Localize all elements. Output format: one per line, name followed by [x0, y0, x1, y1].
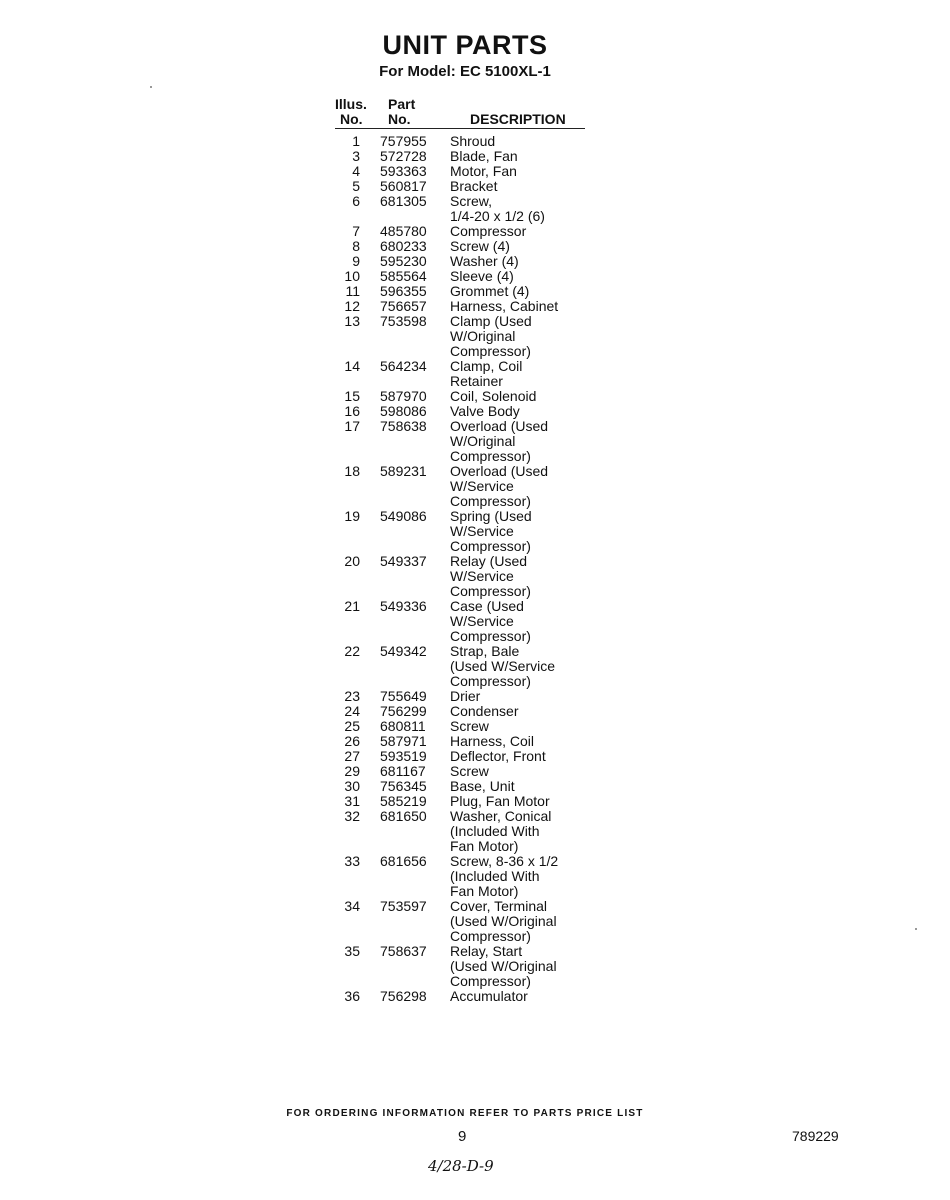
illus-number: 19: [344, 508, 360, 524]
illus-number: 33: [344, 853, 360, 869]
illus-number: 17: [344, 418, 360, 434]
part-number: 681305: [380, 193, 427, 209]
illus-number: 4: [352, 163, 360, 179]
part-description: [450, 554, 531, 599]
page-title: UNIT PARTS: [382, 30, 548, 60]
table-row: [330, 644, 630, 689]
illus-number: 30: [344, 778, 360, 794]
part-description: [450, 689, 480, 704]
illus-header-line1: Illus.: [335, 96, 367, 112]
description-line: Washer, Conical: [450, 808, 552, 824]
table-row: [330, 899, 630, 944]
part-number: 753598: [380, 313, 427, 329]
description-line: Retainer: [450, 373, 503, 389]
table-row: [330, 464, 630, 509]
description-line: Harness, Coil: [450, 733, 535, 749]
description-line: Deflector, Front: [450, 748, 546, 764]
description-line: Spring (Used: [450, 508, 532, 524]
description-line: Grommet (4): [450, 283, 530, 299]
description-line: Coil, Solenoid: [450, 388, 537, 404]
part-description: [450, 989, 528, 1004]
description-line: (Used W/Original: [450, 958, 557, 974]
description-line: Harness, Cabinet: [450, 298, 559, 314]
table-row: [330, 314, 630, 359]
description-line: Fan Motor): [450, 838, 519, 854]
description-line: W/Service: [450, 568, 514, 584]
part-header-line1: Part: [388, 96, 416, 112]
table-row: [330, 809, 630, 854]
table-row: [330, 164, 630, 179]
part-description: [450, 194, 545, 224]
description-line: Strap, Bale: [450, 643, 520, 659]
description-line: W/Service: [450, 613, 514, 629]
part-description: [450, 269, 514, 284]
description-line: Screw, 8-36 x 1/2: [450, 853, 559, 869]
table-row: [330, 299, 630, 314]
part-number: 755649: [380, 688, 427, 704]
illus-number: 26: [344, 733, 360, 749]
part-number: 485780: [380, 223, 427, 239]
description-line: W/Original: [450, 328, 516, 344]
description-line: Cover, Terminal: [450, 898, 548, 914]
description-line: Motor, Fan: [450, 163, 517, 179]
part-description: [450, 644, 555, 689]
description-line: Compressor): [450, 538, 531, 554]
illus-number: 10: [344, 268, 360, 284]
table-row: [330, 404, 630, 419]
part-number: 681656: [380, 853, 427, 869]
illus-number: 5: [352, 178, 360, 194]
table-row: [330, 989, 630, 1004]
part-header-line2: No.: [388, 111, 411, 127]
table-row: [330, 419, 630, 464]
model-subtitle: For Model: EC 5100XL-1: [379, 63, 551, 80]
table-row: [330, 149, 630, 164]
illus-number: 34: [344, 898, 360, 914]
part-header: [388, 97, 415, 127]
description-line: Overload (Used: [450, 463, 549, 479]
description-line: Sleeve (4): [450, 268, 514, 284]
table-row: [330, 179, 630, 194]
part-description: [450, 389, 536, 404]
part-number: 587970: [380, 388, 427, 404]
description-line: Screw: [450, 718, 489, 734]
description-line: 1/4-20 x 1/2 (6): [450, 208, 545, 224]
part-description: [450, 149, 518, 164]
part-number: 756299: [380, 703, 427, 719]
illus-number: 24: [344, 703, 360, 719]
illus-number: 7: [352, 223, 360, 239]
description-line: Compressor): [450, 628, 531, 644]
part-description: [450, 179, 497, 194]
part-description: [450, 599, 531, 644]
part-number: 756298: [380, 988, 427, 1004]
illus-number: 16: [344, 403, 360, 419]
description-line: Base, Unit: [450, 778, 515, 794]
part-description: [450, 899, 557, 944]
illus-number: 32: [344, 808, 360, 824]
description-line: Condenser: [450, 703, 519, 719]
description-line: Clamp, Coil: [450, 358, 523, 374]
illus-number: 9: [352, 253, 360, 269]
part-description: [450, 134, 495, 149]
scan-speck: [150, 86, 152, 88]
table-row: [330, 704, 630, 719]
description-line: Accumulator: [450, 988, 528, 1004]
table-row: [330, 944, 630, 989]
table-row: [330, 554, 630, 599]
illus-number: 3: [352, 148, 360, 164]
description-line: Plug, Fan Motor: [450, 793, 550, 809]
part-number: 589231: [380, 463, 427, 479]
illus-number: 13: [344, 313, 360, 329]
illus-number: 25: [344, 718, 360, 734]
part-description: [450, 359, 522, 389]
table-row: [330, 509, 630, 554]
description-line: Screw: [450, 763, 489, 779]
table-row: [330, 764, 630, 779]
part-description: [450, 794, 550, 809]
description-line: W/Service: [450, 523, 514, 539]
part-number: 756657: [380, 298, 427, 314]
description-line: Shroud: [450, 133, 496, 149]
part-number: 585564: [380, 268, 427, 284]
table-row: [330, 854, 630, 899]
description-line: Compressor: [450, 223, 527, 239]
part-number: 680811: [380, 718, 426, 734]
illus-number: 27: [344, 748, 360, 764]
table-row: [330, 224, 630, 239]
description-line: Compressor): [450, 673, 531, 689]
table-row: [330, 689, 630, 704]
part-description: [450, 734, 534, 749]
part-number: 587971: [380, 733, 427, 749]
part-description: [450, 854, 558, 899]
part-description: [450, 254, 519, 269]
part-number: 572728: [380, 148, 427, 164]
illus-number: 12: [344, 298, 360, 314]
illus-number: 18: [344, 463, 360, 479]
description-line: (Included With: [450, 868, 540, 884]
description-line: Washer (4): [450, 253, 519, 269]
table-row: [330, 284, 630, 299]
illus-number: 8: [352, 238, 360, 254]
part-number: 758637: [380, 943, 427, 959]
illus-number: 11: [345, 283, 360, 299]
part-number: 549337: [380, 553, 427, 569]
illus-header: [335, 97, 367, 127]
part-number: 560817: [380, 178, 427, 194]
illus-number: 23: [344, 688, 360, 704]
part-number: 549086: [380, 508, 427, 524]
table-row: [330, 719, 630, 734]
description-line: Relay, Start: [450, 943, 523, 959]
part-number: 593519: [380, 748, 427, 764]
part-number: 757955: [380, 133, 427, 149]
illus-number: 6: [352, 193, 360, 209]
description-line: Compressor): [450, 448, 531, 464]
part-description: [450, 239, 510, 254]
illus-number: 31: [344, 793, 360, 809]
table-row: [330, 194, 630, 224]
table-row: [330, 359, 630, 389]
part-number: 549336: [380, 598, 427, 614]
illus-header-line2: No.: [340, 111, 363, 127]
table-row: [330, 734, 630, 749]
description-header: DESCRIPTION: [470, 111, 566, 127]
description-line: (Included With: [450, 823, 540, 839]
description-line: Compressor): [450, 493, 531, 509]
description-line: Screw (4): [450, 238, 510, 254]
part-description: [450, 764, 489, 779]
part-description: [450, 299, 558, 314]
table-row: [330, 794, 630, 809]
description-line: Bracket: [450, 178, 498, 194]
table-row: [330, 269, 630, 284]
description-line: Clamp (Used: [450, 313, 532, 329]
part-description: [450, 224, 526, 239]
part-description: [450, 464, 548, 509]
header-divider: [335, 128, 585, 129]
description-line: Compressor): [450, 973, 531, 989]
description-line: Compressor): [450, 343, 531, 359]
description-line: W/Service: [450, 478, 514, 494]
part-number: 753597: [380, 898, 427, 914]
handwritten-note: 4/28-D-9: [428, 1157, 494, 1175]
illus-number: 29: [344, 763, 360, 779]
table-row: [330, 599, 630, 644]
illus-number: 35: [344, 943, 360, 959]
part-description: [450, 314, 532, 359]
part-number: 680233: [380, 238, 427, 254]
part-description: [450, 284, 529, 299]
part-number: 585219: [380, 793, 427, 809]
page-number: 9: [458, 1128, 467, 1145]
part-number: 681167: [380, 763, 426, 779]
part-description: [450, 704, 519, 719]
table-row: [330, 239, 630, 254]
illus-number: 36: [344, 988, 360, 1004]
description-line: Overload (Used: [450, 418, 549, 434]
illus-number: 15: [344, 388, 360, 404]
part-number: 596355: [380, 283, 427, 299]
description-line: Relay (Used: [450, 553, 528, 569]
table-row: [330, 254, 630, 269]
document-number: 789229: [792, 1128, 839, 1144]
parts-table: [330, 134, 630, 1004]
description-line: Fan Motor): [450, 883, 519, 899]
illus-number: 14: [344, 358, 360, 374]
part-description: [450, 809, 551, 854]
part-description: [450, 164, 517, 179]
scan-speck: [915, 928, 917, 930]
table-row: [330, 749, 630, 764]
ordering-note: FOR ORDERING INFORMATION REFER TO PARTS PRICE LIST: [286, 1108, 644, 1119]
part-description: [450, 779, 515, 794]
illus-number: 22: [344, 643, 360, 659]
description-line: (Used W/Original: [450, 913, 557, 929]
description-line: Compressor): [450, 928, 531, 944]
description-line: Valve Body: [450, 403, 520, 419]
description-line: Screw,: [450, 193, 493, 209]
part-number: 598086: [380, 403, 427, 419]
part-description: [450, 719, 489, 734]
description-line: Drier: [450, 688, 481, 704]
part-number: 595230: [380, 253, 427, 269]
part-description: [450, 509, 532, 554]
part-number: 758638: [380, 418, 427, 434]
part-description: [450, 404, 520, 419]
illus-number: 1: [352, 133, 360, 149]
part-description: [450, 749, 546, 764]
table-row: [330, 134, 630, 149]
part-number: 549342: [380, 643, 427, 659]
part-description: [450, 419, 548, 464]
illus-number: 20: [344, 553, 360, 569]
part-number: 593363: [380, 163, 427, 179]
description-line: (Used W/Service: [450, 658, 556, 674]
part-description: [450, 944, 557, 989]
table-row: [330, 389, 630, 404]
part-number: 564234: [380, 358, 427, 374]
description-line: Blade, Fan: [450, 148, 518, 164]
illus-number: 21: [344, 598, 360, 614]
part-number: 756345: [380, 778, 427, 794]
description-line: W/Original: [450, 433, 516, 449]
description-line: Case (Used: [450, 598, 524, 614]
table-row: [330, 779, 630, 794]
description-line: Compressor): [450, 583, 531, 599]
part-number: 681650: [380, 808, 427, 824]
